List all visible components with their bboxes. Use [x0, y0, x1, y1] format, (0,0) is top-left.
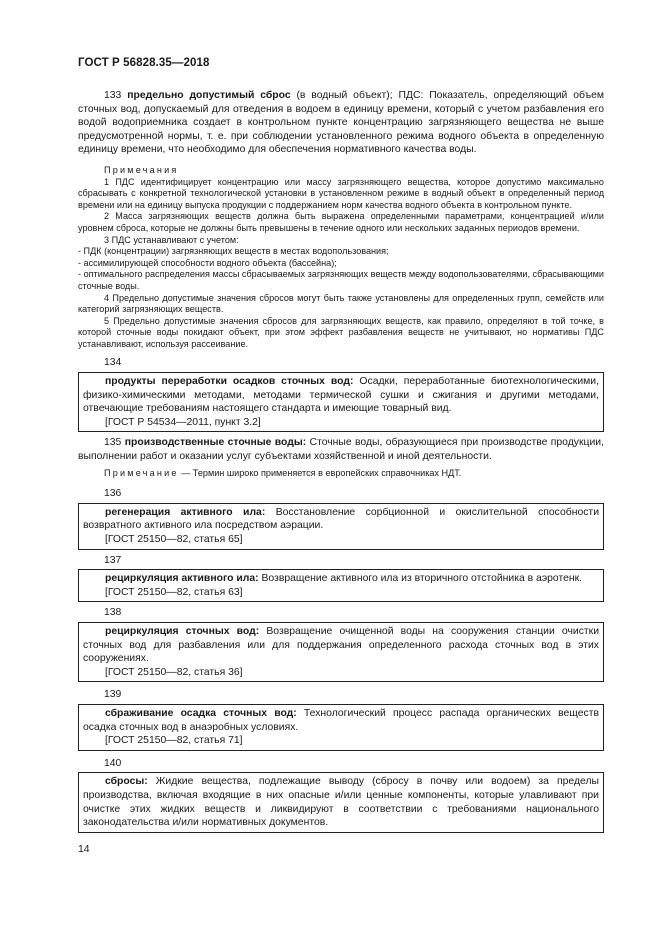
notes-block [78, 165, 604, 351]
term-definition: Технологический процесс распада органических веществ осадка сточных вод в анаэробных условиях. [83, 707, 599, 733]
source-reference: [ГОСТ Р 54534—2011, пункт 3.2] [105, 416, 261, 428]
entry-135-note [78, 468, 604, 480]
entry-number: 136 [104, 488, 122, 500]
note-5: 5 Предельно допустимые значения сбросов для загрязняющих веществ, как правило, определяют в той точке, в которой сточные воды покидают объект, при этом эффект разбавления веществ не учитывают, но нормативы ПДС устанавливают, используя рассеивание. [78, 315, 604, 349]
entry-138-box [78, 622, 604, 682]
entry-number: 138 [104, 607, 122, 619]
note-2: 2 Масса загрязняющих веществ должна быть выражена определенными параметрами, концентрацией и/или уровнем сброса, которые не должны быть превышены в течение одного или нескольких заданных периодов времени. [78, 211, 604, 233]
notes-title: Примечания [104, 164, 179, 175]
term-definition: Сточные воды, образующиеся при производстве продукции, выполнении работ и оказании услуг субъектами хозяйственной и иной деятельности. [78, 437, 604, 463]
term-definition: Возвращение активного ила из вторичного отстойника в аэротенк. [258, 573, 583, 585]
entry-number: 134 [104, 357, 122, 369]
note-3-item: - оптимального распределения массы сбрасываемых загрязняющих веществ между водопользователями, сбрасывающими сточные воды. [78, 269, 604, 291]
term-name: сбраживание осадка сточных вод: [105, 707, 297, 719]
entry-137-box [78, 569, 604, 602]
term-name: рециркуляция сточных вод: [105, 625, 260, 637]
entry-number: 135 [104, 437, 122, 449]
page-number: 14 [78, 844, 90, 855]
term-name: сбросы: [105, 776, 148, 788]
entry-number: 137 [104, 554, 122, 566]
term-definition: Возвращение очищенной воды на сооружения станции очистки сточных вод для разбавления или для поддержания определенного расхода сточных вод в этих сооружениях. [83, 625, 599, 665]
note-3-head: 3 ПДС устанавливают с учетом: [104, 234, 239, 245]
term-name: производственные сточные воды: [124, 437, 307, 449]
note-3-item: - ПДК (концентрации) загрязняющих веществ в местах водопользования; [78, 246, 389, 257]
term-definition: Осадки, переработанные биотехнологическими, физико-химическими методами, методами термической сушки и сжигания и другими методами, отвечающие требованиям настоящего стандарта и имеющие товарный вид. [83, 376, 599, 415]
entry-133 [78, 89, 604, 157]
entry-138-text [83, 625, 599, 666]
term-definition: Восстановление сорбционной и окислительной способности возвратного активного ила посредством аэрации. [83, 506, 599, 532]
note-text: — Термин широко применяется в европейских справочниках НДТ. [178, 467, 462, 478]
term-definition: Жидкие вещества, подлежащие выводу (сбросу в почву или водоем) за пределы производства, включая входящие в них опасные и/или ценные компоненты, которые улавливают при очистке этих жидких веществ и ликвидируют в соответствии с требованиями национального законодательства и/или нормативных документов. [83, 776, 599, 829]
entry-number: 133 [104, 90, 122, 101]
source-reference: [ГОСТ 25150—82, статья 71] [105, 735, 243, 747]
source-reference: [ГОСТ 25150—82, статья 65] [105, 534, 243, 545]
term-name: рециркуляция активного ила: [105, 573, 259, 585]
entry-139-text [83, 707, 599, 734]
note-3-item: - ассимилирующей способности водного объекта (бассейна); [78, 257, 337, 268]
entry-139-box [78, 704, 604, 751]
document-body [78, 89, 604, 837]
entry-137-text [83, 572, 599, 586]
entry-number: 139 [104, 689, 122, 701]
note-label: Примечание [104, 467, 179, 478]
note-4: 4 Предельно допустимые значения сбросов могут быть также установлены для определенных групп, семейств или категорий загрязняющих веществ. [78, 292, 604, 315]
entry-140-text [83, 775, 599, 829]
note-1: 1 ПДС идентифицирует концентрацию или массу загрязняющего вещества, которое допустимо максимально сбрасывать с конкретной технологической установки в установленном режиме в водный объект в определенный период времени или на единицу выпуска продукции с поддержанием норм качества водного объекта в контрольном пункте. [78, 176, 604, 210]
entry-135 [78, 436, 604, 463]
entry-140-box [78, 772, 604, 832]
term-name: регенерация активного ила: [105, 506, 266, 518]
document-code-header: ГОСТ Р 56828.35—2018 [78, 57, 210, 69]
source-reference: [ГОСТ 25150—82, статья 63] [105, 586, 243, 598]
source-reference: [ГОСТ 25150—82, статья 36] [105, 666, 243, 678]
entry-number: 140 [104, 757, 122, 769]
term-name: продукты переработки осадков сточных вод: [105, 376, 354, 388]
term-name: предельно допустимый сброс [127, 90, 291, 101]
entry-134-box [78, 372, 604, 432]
term-definition: (в водный объект); ПДС: Показатель, определяющий объем сточных вод, допускаемый для отведения в водоем в единицу времени, который с учетом разбавления его водой водоприемника создает в контрольном пункте концентрацию загрязняющего вещества не выше предусмотренной нормы, т. е. при соблюдении установленного режима водного объекта в определенную единицу времени, что необходимо для обеспечения нормативного качества воды. [78, 90, 604, 156]
entry-134-text [83, 375, 599, 416]
entry-136-text [83, 506, 599, 533]
entry-136-box [78, 503, 604, 550]
